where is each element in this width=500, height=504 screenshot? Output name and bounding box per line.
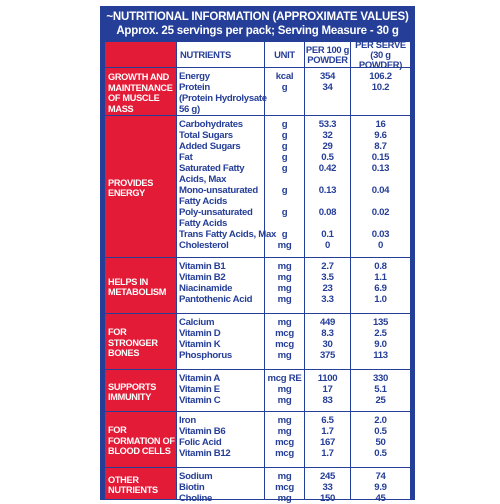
category-text: PROVIDES ENERGY <box>108 177 154 198</box>
per-serve-value: 0.5 <box>374 448 387 459</box>
nutrient-name: Saturated Fatty <box>179 163 245 174</box>
per-100g-list <box>305 314 351 370</box>
unit-value: mg <box>277 283 292 294</box>
per-100g-list <box>305 412 351 468</box>
per-serve-value <box>351 174 410 185</box>
table-corner <box>105 42 177 68</box>
unit-value: mg <box>277 493 292 504</box>
per-100g-value: 1100 <box>317 373 338 384</box>
unit-value: g <box>281 141 288 152</box>
category-text: SUPPORTS IMMUNITY <box>108 381 157 402</box>
unit-value <box>265 174 304 185</box>
unit-value: g <box>281 119 288 130</box>
unit-value: g <box>281 185 288 196</box>
per-serve-value: 9.9 <box>374 482 387 493</box>
unit-value: mg <box>277 384 292 395</box>
unit-value: mcg RE <box>267 373 302 384</box>
per-100g-value: 0 <box>324 240 331 251</box>
per-100g-value: 30 <box>322 339 333 350</box>
nutrient-name: Niacinamide <box>179 283 233 294</box>
per-100g-list <box>305 68 351 116</box>
per-serve-value: 2.0 <box>374 415 387 426</box>
per-serve-value: 16 <box>375 119 386 130</box>
unit-value: g <box>281 130 288 141</box>
per-serve-value: 9.6 <box>374 130 387 141</box>
nutrient-name: (Protein Hydrolysate <box>179 93 267 104</box>
nutrient-name: Cholesterol <box>179 240 229 251</box>
nutrient-name: Poly-unsaturated <box>179 207 253 218</box>
unit-value: mcg <box>275 437 294 448</box>
category-text: GROWTH AND MAINTENANCE OF MUSCLE MASS <box>108 72 173 114</box>
per-serve-value: 0.04 <box>371 185 390 196</box>
per-serve-value: 135 <box>372 317 389 328</box>
per-serve-list <box>351 468 410 504</box>
per-100g-value: 53.3 <box>318 119 337 130</box>
per-serve-list <box>351 116 410 258</box>
per-100g-value: 33 <box>322 482 333 493</box>
unit-value: mg <box>277 415 292 426</box>
unit-value: mg <box>277 317 292 328</box>
nutrient-name: Choline <box>179 493 213 504</box>
per-serve-value: 50 <box>375 437 386 448</box>
header-title: ~NUTRITIONAL INFORMATION (APPROXIMATE VALUES) <box>106 11 409 23</box>
per-100g-value: 167 <box>319 437 336 448</box>
per-serve-value: 5.1 <box>374 384 387 395</box>
unit-list <box>265 314 305 370</box>
unit-value: mg <box>277 261 292 272</box>
unit-value: mg <box>277 294 292 305</box>
per-100g-value <box>305 174 350 185</box>
per-serve-value: 0.13 <box>371 163 390 174</box>
per-100g-list <box>305 370 351 412</box>
per-serve-list <box>351 314 410 370</box>
nutrient-name: Iron <box>179 415 196 426</box>
nutrient-name: Acids, Max <box>179 174 227 185</box>
per-serve-list <box>351 370 410 412</box>
nutrition-table <box>105 38 410 504</box>
nutrient-name: Vitamin D <box>179 328 221 339</box>
column-header-nutrients: NUTRIENTS <box>177 42 265 68</box>
per-100g-value: 1.7 <box>321 426 334 437</box>
per-100g-value: 3.3 <box>321 294 334 305</box>
nutrient-name: 56 g) <box>179 104 200 115</box>
nutrient-name: Total Sugars <box>179 130 233 141</box>
category-text: FOR STRONGER BONES <box>108 327 158 359</box>
nutrient-list <box>177 116 277 258</box>
nutrient-name: Protein <box>179 82 210 93</box>
unit-list <box>265 258 305 314</box>
category-label <box>105 68 177 116</box>
nutrient-name: Phosphorus <box>179 350 232 361</box>
category-text: OTHER NUTRIENTS <box>108 474 158 495</box>
per-serve-value: 74 <box>375 471 386 482</box>
unit-value: mcg <box>275 482 294 493</box>
per-100g-list <box>305 116 351 258</box>
nutrient-name: Energy <box>179 71 210 82</box>
per-serve-value <box>351 104 410 115</box>
per-serve-value: 106.2 <box>369 71 392 82</box>
nutrient-name: Vitamin E <box>179 384 220 395</box>
nutrient-name: Fat <box>179 152 193 163</box>
per-100g-value: 245 <box>319 471 336 482</box>
nutrient-name: Sodium <box>179 471 213 482</box>
per-100g-value: 375 <box>319 350 336 361</box>
unit-value: mg <box>277 240 292 251</box>
unit-list <box>265 68 305 116</box>
per-100g-value: 0.13 <box>318 185 337 196</box>
per-100g-value: 6.5 <box>321 415 334 426</box>
nutrient-name: Vitamin B12 <box>179 448 231 459</box>
category-label <box>105 468 177 500</box>
nutrition-panel <box>100 6 415 504</box>
per-serve-list <box>351 412 410 468</box>
per-serve-list <box>351 258 410 314</box>
nutrient-list <box>177 258 265 314</box>
column-header-unit: UNIT <box>265 42 305 68</box>
nutrient-list <box>177 370 265 412</box>
nutrient-name: Fatty Acids <box>179 218 228 229</box>
nutrient-name: Added Sugars <box>179 141 241 152</box>
per-serve-value: 0 <box>377 240 384 251</box>
per-serve-value: 113 <box>373 350 388 361</box>
per-100g-value <box>305 93 350 104</box>
per-serve-value: 0.15 <box>371 152 390 163</box>
per-serve-value <box>351 218 410 229</box>
nutrient-name: Biotin <box>179 482 205 493</box>
per-100g-value: 0.08 <box>318 207 337 218</box>
unit-value <box>265 93 304 104</box>
unit-value: g <box>281 82 288 93</box>
per-serve-value: 330 <box>372 373 389 384</box>
per-100g-value: 3.5 <box>321 272 334 283</box>
per-100g-value <box>305 218 350 229</box>
unit-value: mg <box>277 395 292 406</box>
per-serve-value: 45 <box>375 493 386 504</box>
per-serve-value: 1.0 <box>374 294 387 305</box>
nutrient-name: Calcium <box>179 317 215 328</box>
unit-value: mg <box>277 350 292 361</box>
per-serve-value: 6.9 <box>374 283 387 294</box>
unit-value <box>265 104 304 115</box>
per-100g-value: 83 <box>322 395 333 406</box>
header-servings: Approx. 25 servings per pack; Serving Measure - 30 g <box>116 25 399 37</box>
per-100g-value: 449 <box>319 317 336 328</box>
nutrient-name: Carbohydrates <box>179 119 243 130</box>
per-100g-value: 34 <box>322 82 333 93</box>
per-serve-value: 2.5 <box>374 328 387 339</box>
category-label <box>105 314 177 370</box>
per-100g-value: 17 <box>322 384 333 395</box>
per-serve-value: 0.5 <box>374 426 387 437</box>
unit-list <box>265 412 305 468</box>
nutrient-name: Pantothenic Acid <box>179 294 253 305</box>
per-serve-value: 9.0 <box>374 339 387 350</box>
unit-value: mcg <box>275 448 294 459</box>
unit-value: g <box>281 152 288 163</box>
per-100g-value: 150 <box>319 493 336 504</box>
unit-value <box>265 218 304 229</box>
nutrient-name: Vitamin K <box>179 339 221 350</box>
column-header-per-serve: PER SERVE (30 g POWDER) <box>351 42 410 68</box>
per-100g-value: 1.7 <box>321 448 334 459</box>
unit-value <box>265 196 304 207</box>
unit-value: mcg <box>275 328 294 339</box>
category-label <box>105 258 177 314</box>
per-serve-list <box>351 68 410 116</box>
nutrient-name: Folic Acid <box>179 437 222 448</box>
category-label <box>105 412 177 468</box>
nutrient-name: Vitamin B1 <box>179 261 226 272</box>
per-serve-value: 10.2 <box>371 82 390 93</box>
per-100g-value: 0.1 <box>321 229 334 240</box>
per-100g-value: 2.7 <box>321 261 334 272</box>
unit-value: kcal <box>275 71 294 82</box>
unit-list <box>265 468 305 504</box>
per-100g-value <box>305 196 350 207</box>
per-serve-value: 8.7 <box>374 141 387 152</box>
unit-value: mg <box>277 272 292 283</box>
unit-list <box>265 370 305 412</box>
column-header-per-100g: PER 100 g POWDER <box>305 42 351 68</box>
unit-value: mg <box>277 471 292 482</box>
category-text: HELPS IN METABOLISM <box>108 276 167 297</box>
per-100g-value: 29 <box>322 141 333 152</box>
per-serve-value: 0.03 <box>371 229 390 240</box>
per-serve-value: 1.1 <box>374 272 387 283</box>
nutrient-list <box>177 412 265 468</box>
per-serve-value: 25 <box>375 395 386 406</box>
per-serve-value: 0.02 <box>371 207 390 218</box>
nutrient-name: Vitamin C <box>179 395 221 406</box>
per-100g-value <box>305 104 350 115</box>
per-100g-value: 0.42 <box>318 163 337 174</box>
per-100g-value: 23 <box>322 283 333 294</box>
per-100g-value: 8.3 <box>321 328 334 339</box>
category-label <box>105 116 177 258</box>
per-100g-value: 0.5 <box>321 152 334 163</box>
per-serve-value: 0.8 <box>374 261 387 272</box>
nutrient-list <box>177 314 265 370</box>
unit-value: mg <box>277 426 292 437</box>
unit-value: g <box>281 163 288 174</box>
nutrient-name: Fatty Acids <box>179 196 228 207</box>
nutrition-header <box>100 10 415 38</box>
per-100g-value: 354 <box>319 71 336 82</box>
unit-value: g <box>281 229 288 240</box>
nutrient-list <box>177 468 265 504</box>
unit-list <box>265 116 305 258</box>
per-serve-value <box>351 196 410 207</box>
per-100g-value: 32 <box>322 130 333 141</box>
nutrient-list <box>177 68 265 116</box>
category-label <box>105 370 177 412</box>
unit-value: mcg <box>275 339 294 350</box>
category-text: FOR FORMATION OF BLOOD CELLS <box>108 425 175 457</box>
nutrient-name: Vitamin B6 <box>179 426 226 437</box>
per-serve-value <box>351 93 410 104</box>
nutrient-name: Vitamin B2 <box>179 272 226 283</box>
per-100g-list <box>305 258 351 314</box>
nutrient-name: Trans Fatty Acids, Max <box>179 229 277 240</box>
unit-value: g <box>281 207 288 218</box>
nutrient-name: Mono-unsaturated <box>179 185 258 196</box>
nutrient-name: Vitamin A <box>179 373 221 384</box>
per-100g-list <box>305 468 351 504</box>
